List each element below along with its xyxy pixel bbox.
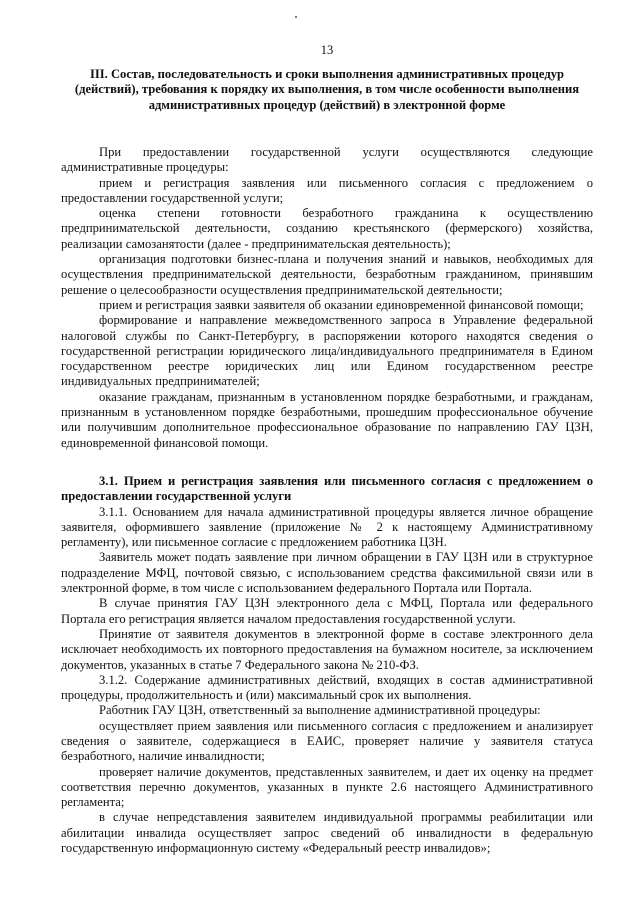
paragraph: проверяет наличие документов, представленных заявителем, и дает их оценку на предмет соответствия перечню документов, указанных в пункте 2.6 настоящего Административного регламента;: [61, 764, 593, 810]
paragraph: осуществляет прием заявления или письменного согласия с предложением и анализирует сведения о заявителе, содержащиеся в ЕАИС, проверяет наличие у заявителя статуса безработного, наличие инвалидности;: [61, 718, 593, 764]
scan-speck: [295, 16, 297, 18]
paragraph: прием и регистрация заявки заявителя об оказании единовременной финансовой помощи;: [99, 297, 584, 312]
paragraph: формирование и направление межведомственного запроса в Управление федеральной налоговой службы по Санкт-Петербургу, в распоряжении которого находятся сведения о государственной регистрации юридического лица/индивидуального предпринимателя в Едином государственном реестре юридических лиц или Едином государственном реестре индивидуальных предпринимателей;: [61, 313, 593, 389]
page-number: 13: [320, 43, 334, 57]
paragraph: оценка степени готовности безработного гражданина к осуществлению предпринимательской деятельности, созданию крестьянского (фермерского) хозяйства, реализации самозанятости (далее - предпринимательская деятельность);: [61, 206, 593, 251]
section-title: III. Состав, последовательность и сроки выполнения административных процедур (действий), требования к порядку их выполнения, в том числе особенности выполнения административных процедур (действий) в электронной форме: [74, 67, 580, 112]
paragraph: Принятие от заявителя документов в электронной форме в составе электронного дела исключает необходимость их повторного предоставления на бумажном носителе, за исключением документов, указанных в статье 7 Федерального закона № 210-ФЗ.: [61, 626, 593, 672]
document-page: [61, 0, 593, 905]
paragraph: прием и регистрация заявления или письменного согласия с предложением о предоставлении государственной услуги;: [61, 175, 593, 205]
paragraph: 3.1.1. Основанием для начала административной процедуры является личное обращение заявителя, оформившего заявление (приложение № 2 к настоящему Административному регламенту), или письменное согласие с предложением работника ЦЗН.: [61, 504, 593, 550]
paragraph: Заявитель может подать заявление при личном обращении в ГАУ ЦЗН или в структурное подразделение МФЦ, почтовой связью, с использованием средства факсимильной связи или в электронной форме, в том числе с использованием федерального Портала или Портала.: [61, 550, 593, 596]
paragraph: оказание гражданам, признанным в установленном порядке безработными, и гражданам, признанным в установленном порядке безработными, прошедшим профессиональное обучение или получившим дополнительное профессиональное образование по направлению ГАУ ЦЗН, единовременной финансовой помощи.: [61, 389, 593, 450]
paragraph: в случае непредставления заявителем индивидуальной программы реабилитации или абилитации инвалида осуществляет запрос сведений об инвалидности в федеральную государственную информационную систему «Федеральный реестр инвалидов»;: [61, 810, 593, 856]
subsection-title: 3.1. Прием и регистрация заявления или письменного согласия с предложением о предоставлении государственной услуги: [61, 473, 593, 504]
paragraph: При предоставлении государственной услуги осуществляются следующие административные процедуры:: [61, 145, 593, 175]
paragraph: 3.1.2. Содержание административных действий, входящих в состав административной процедуры, продолжительность и (или) максимальный срок их выполнения.: [61, 672, 593, 703]
section-spacer: [61, 451, 593, 474]
document-body: [61, 145, 593, 856]
paragraph: Работник ГАУ ЦЗН, ответственный за выполнение административной процедуры:: [99, 703, 541, 718]
paragraph: В случае принятия ГАУ ЦЗН электронного дела с МФЦ, Портала или федерального Портала его регистрация является началом предоставления государственной услуги.: [61, 596, 593, 626]
paragraph: организация подготовки бизнес-плана и получения знаний и навыков, необходимых для осуществления предпринимательской деятельности, безработным гражданином, принявшим решение о целесообразности осуществления предпринимательской деятельности;: [61, 252, 593, 297]
